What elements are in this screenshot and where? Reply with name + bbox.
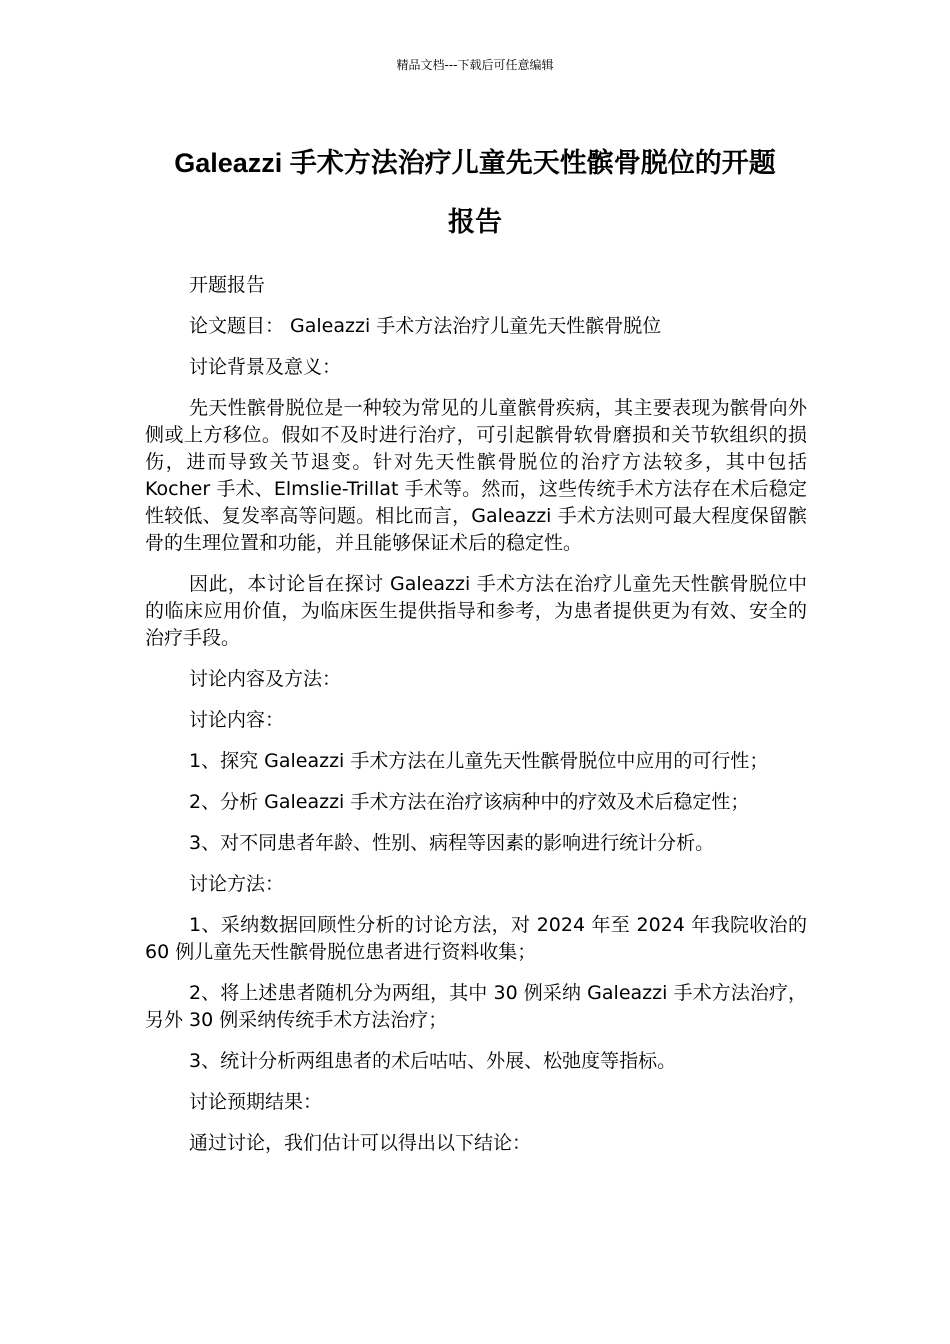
thesis-topic-line: 论文题目： Galeazzi 手术方法治疗儿童先天性髌骨脱位 <box>189 315 662 337</box>
purpose-paragraph: 因此，本讨论旨在探讨 Galeazzi 手术方法在治疗儿童先天性髌骨脱位中的临床应用价值，为临床医生提供指导和参考，为患者提供更为有效、安全的治疗手段。 <box>145 573 807 649</box>
subheading-methods: 讨论方法： <box>189 873 285 895</box>
section-heading-expected-results: 讨论预期结果： <box>189 1091 323 1113</box>
section-heading-background: 讨论背景及意义： <box>189 356 342 378</box>
page-header-note: 精品文档---下载后可任意编辑 <box>396 58 554 72</box>
content-item-1: 1、探究 Galeazzi 手术方法在儿童先天性髌骨脱位中应用的可行性； <box>189 750 769 772</box>
document-title-line-1: Galeazzi 手术方法治疗儿童先天性髌骨脱位的开题 <box>174 148 776 178</box>
content-item-3: 3、对不同患者年龄、性别、病程等因素的影响进行统计分析。 <box>189 832 715 854</box>
method-item-2: 2、将上述患者随机分为两组，其中 30 例采纳 Galeazzi 手术方法治疗，另外 30 例采纳传统手术方法治疗； <box>145 982 807 1031</box>
method-item-3: 3、统计分析两组患者的术后咕咕、外展、松弛度等指标。 <box>189 1050 677 1072</box>
document-title-line-2: 报告 <box>448 207 502 237</box>
document-body <box>145 272 807 1171</box>
section-heading-content-methods: 讨论内容及方法： <box>189 668 342 690</box>
content-item-2: 2、分析 Galeazzi 手术方法在治疗该病种中的疗效及术后稳定性； <box>189 791 750 813</box>
method-item-1: 1、采纳数据回顾性分析的讨论方法，对 2024 年至 2024 年我院收治的 60 例儿童先天性髌骨脱位患者进行资料收集； <box>145 914 807 963</box>
section-label-proposal: 开题报告 <box>189 274 266 296</box>
subheading-content: 讨论内容： <box>189 709 285 731</box>
background-paragraph: 先天性髌骨脱位是一种较为常见的儿童髌骨疾病，其主要表现为髌骨向外侧或上方移位。假如不及时进行治疗，可引起髌骨软骨磨损和关节软组织的损伤，进而导致关节退变。针对先天性髌骨脱位的治疗方法较多，其中包括 Kocher 手术、Elmslie-Trillat 手术等。然而，这些传统手术方法存在术后稳定性较低、复发率高等问题。相比而言，Galeazzi 手术方法则可最大程度保留髌骨的生理位置和功能，并且能够保证术后的稳定性。 <box>145 397 807 554</box>
document-title <box>145 134 805 252</box>
expected-results-intro: 通过讨论，我们估计可以得出以下结论： <box>189 1132 532 1154</box>
